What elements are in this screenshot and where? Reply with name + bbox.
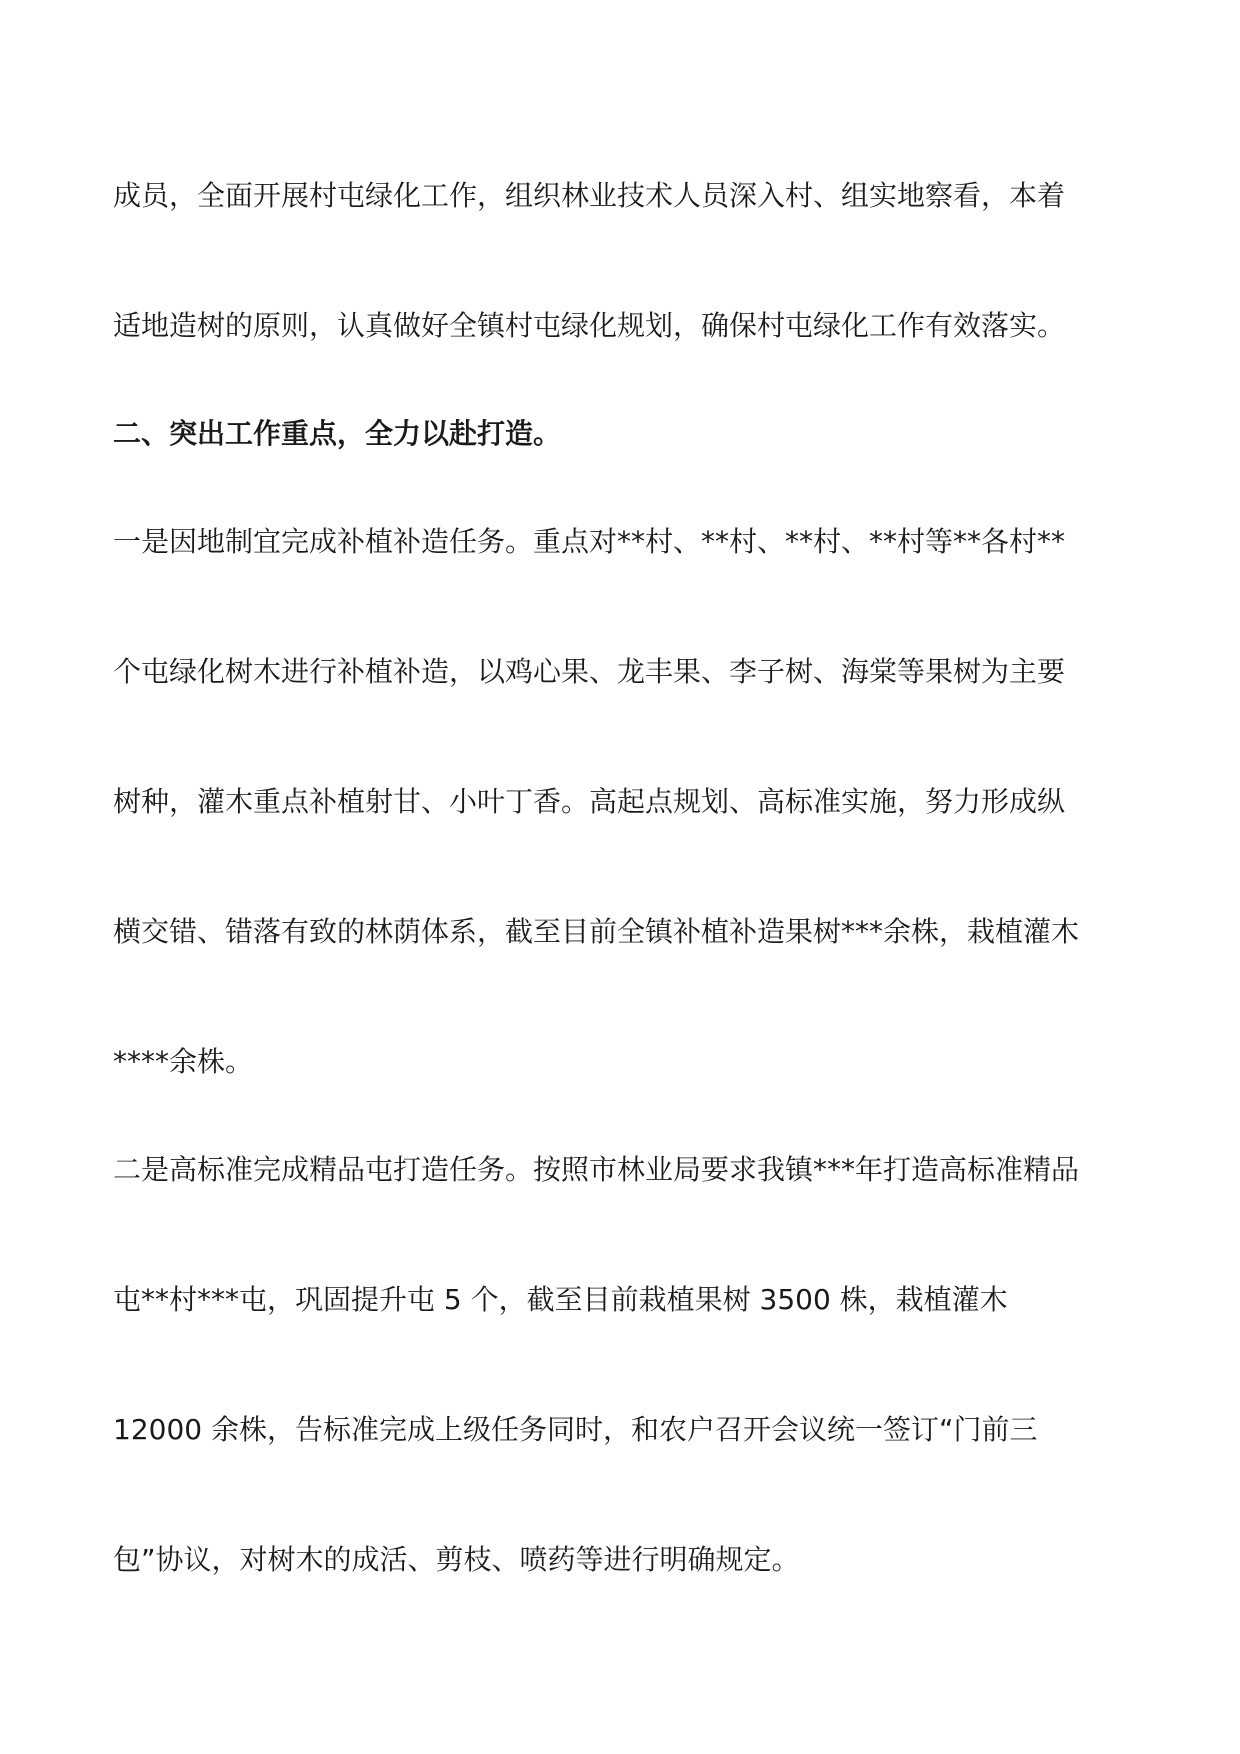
paragraph-line: 二是高标准完成精品屯打造任务。按照市林业局要求我镇***年打造高标准精品: [113, 1153, 1080, 1186]
section-heading: 二、突出工作重点，全力以赴打造。: [113, 417, 562, 450]
paragraph-line: 一是因地制宜完成补植补造任务。重点对**村、**村、**村、**村等**各村**: [113, 525, 1066, 558]
paragraph-line: 成员，全面开展村屯绿化工作，组织林业技术人员深入村、组实地察看，本着: [113, 179, 1066, 212]
paragraph-line: 适地造树的原则，认真做好全镇村屯绿化规划，确保村屯绿化工作有效落实。: [113, 309, 1066, 342]
paragraph-line: 树种，灌木重点补植射甘、小叶丁香。高起点规划、高标准实施，努力形成纵: [113, 785, 1066, 818]
paragraph-line: ****余株。: [113, 1045, 254, 1078]
paragraph-line: 横交错、错落有致的林荫体系，截至目前全镇补植补造果树***余株，栽植灌木: [113, 915, 1080, 948]
paragraph-line: 屯**村***屯，巩固提升屯 5 个，截至目前栽植果树 3500 株，栽植灌木: [113, 1283, 1008, 1316]
paragraph-line: 包”协议，对树木的成活、剪枝、喷药等进行明确规定。: [113, 1543, 800, 1576]
paragraph-line: 12000 余株，告标准完成上级任务同时，和农户召开会议统一签订“门前三: [113, 1413, 1038, 1446]
paragraph-line: 个屯绿化树木进行补植补造，以鸡心果、龙丰果、李子树、海棠等果树为主要: [113, 655, 1066, 688]
